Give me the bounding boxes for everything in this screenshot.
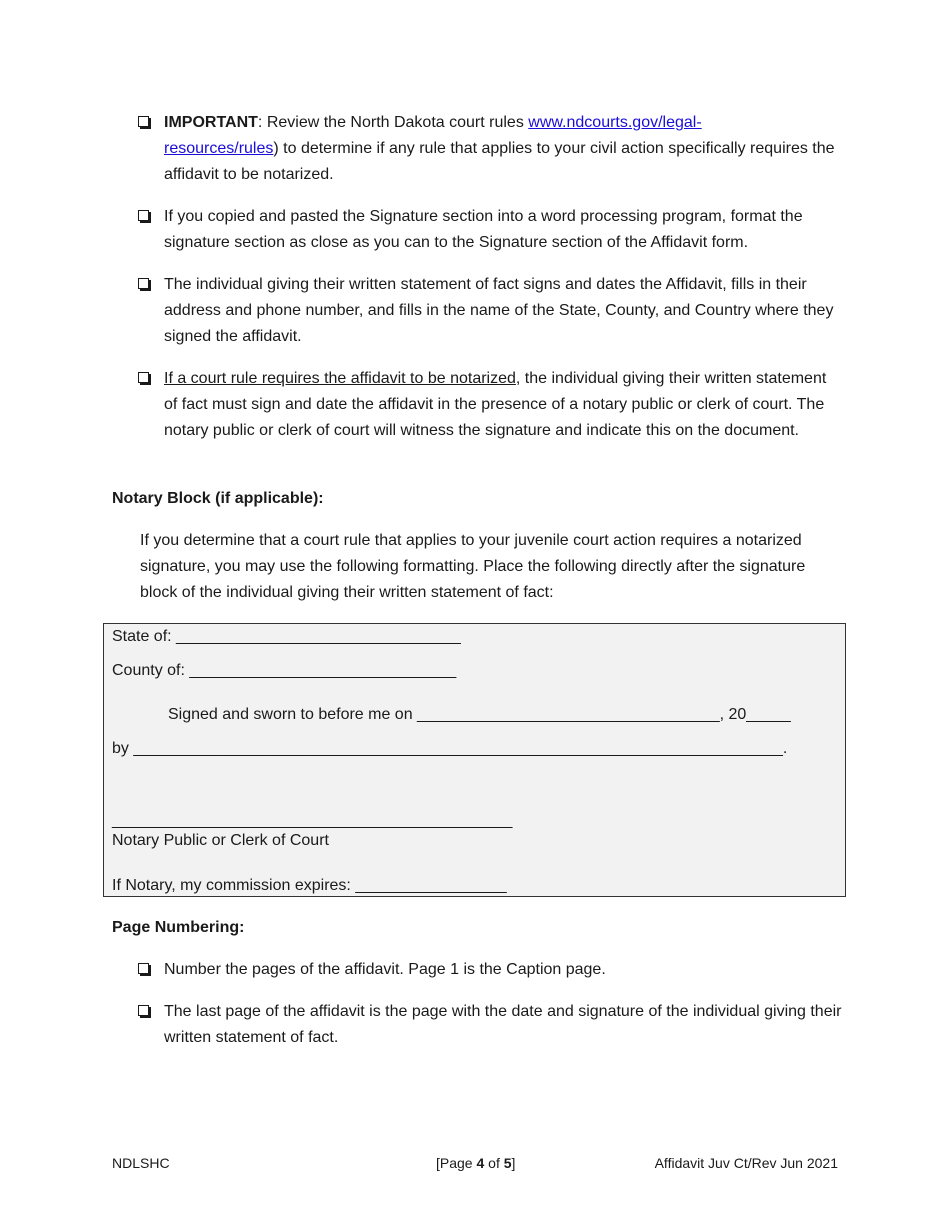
checkbox-icon[interactable]: [138, 210, 149, 221]
commission-expires-field[interactable]: If Notary, my commission expires: _________________: [112, 877, 507, 894]
checklist-bottom: [138, 999, 843, 1051]
page-indicator: [Page 4 of 5]: [436, 1155, 516, 1171]
checklist-item: If you copied and pasted the Signature section into a word processing program, format the signature section as close as you can to the Signature section of the Affidavit form.: [138, 204, 843, 256]
checkbox-icon[interactable]: [138, 116, 149, 127]
footer-right: Affidavit Juv Ct/Rev Jun 2021: [654, 1155, 838, 1171]
checklist-item: If a court rule requires the affidavit to be notarized, the individual giving their written statement of fact must sign and date the affidavit in the presence of a notary public or clerk of court. The notary public or clerk of court will witness the signature and indicate this on the document.: [138, 366, 843, 444]
notary-block: [103, 623, 846, 897]
notary-block-heading: Notary Block (if applicable):: [112, 490, 324, 507]
checkbox-icon[interactable]: [138, 278, 149, 289]
important-label: IMPORTANT: [164, 114, 258, 131]
checklist-item: Number the pages of the affidavit. Page 1 is the Caption page.: [138, 957, 843, 983]
checklist-bottom: [138, 957, 843, 983]
notary-signature-line[interactable]: _____________________________________________: [112, 812, 513, 829]
county-of-field[interactable]: County of: ______________________________: [112, 662, 457, 679]
checklist-top: [138, 204, 843, 256]
checklist-top: [138, 272, 843, 350]
checklist-top: [138, 110, 843, 188]
checklist-top: [138, 366, 843, 444]
checkbox-icon[interactable]: [138, 963, 149, 974]
notary-public-label: Notary Public or Clerk of Court: [112, 832, 329, 849]
total-pages-number: 5: [503, 1155, 512, 1171]
page-numbering-heading: Page Numbering:: [112, 919, 245, 936]
by-field[interactable]: by _________________________________________________________________________.: [112, 740, 788, 757]
signed-sworn-field[interactable]: Signed and sworn to before me on __________________________________, 20_____: [168, 706, 791, 723]
checklist-item: The last page of the affidavit is the page with the date and signature of the individual giving their written statement of fact.: [138, 999, 843, 1051]
checkbox-icon[interactable]: [138, 372, 149, 383]
notarized-condition: If a court rule requires the affidavit to be notarized: [164, 370, 516, 387]
state-of-field[interactable]: State of: ________________________________: [112, 628, 461, 645]
notary-intro: If you determine that a court rule that applies to your juvenile court action requires a notarized signature, you may use the following formatting. Place the following directly after the signature block of the individual giving their written statement of fact:: [140, 532, 806, 601]
checkbox-icon[interactable]: [138, 1005, 149, 1016]
checklist-item: The individual giving their written statement of fact signs and dates the Affidavit, fills in their address and phone number, and fills in the name of the State, County, and Country where they signed the affidavit.: [138, 272, 843, 350]
ndcourts-rules-link[interactable]: www.ndcourts.gov/legal- resources/rules: [164, 114, 702, 157]
checklist-item: IMPORTANT: Review the North Dakota court rules www.ndcourts.gov/legal- resources/rules) to determine if any rule that applies to your civil action specifically requires the affidavit to be notarized.: [138, 110, 843, 188]
footer-left: NDLSHC: [112, 1155, 170, 1171]
current-page-number: 4: [476, 1155, 485, 1171]
